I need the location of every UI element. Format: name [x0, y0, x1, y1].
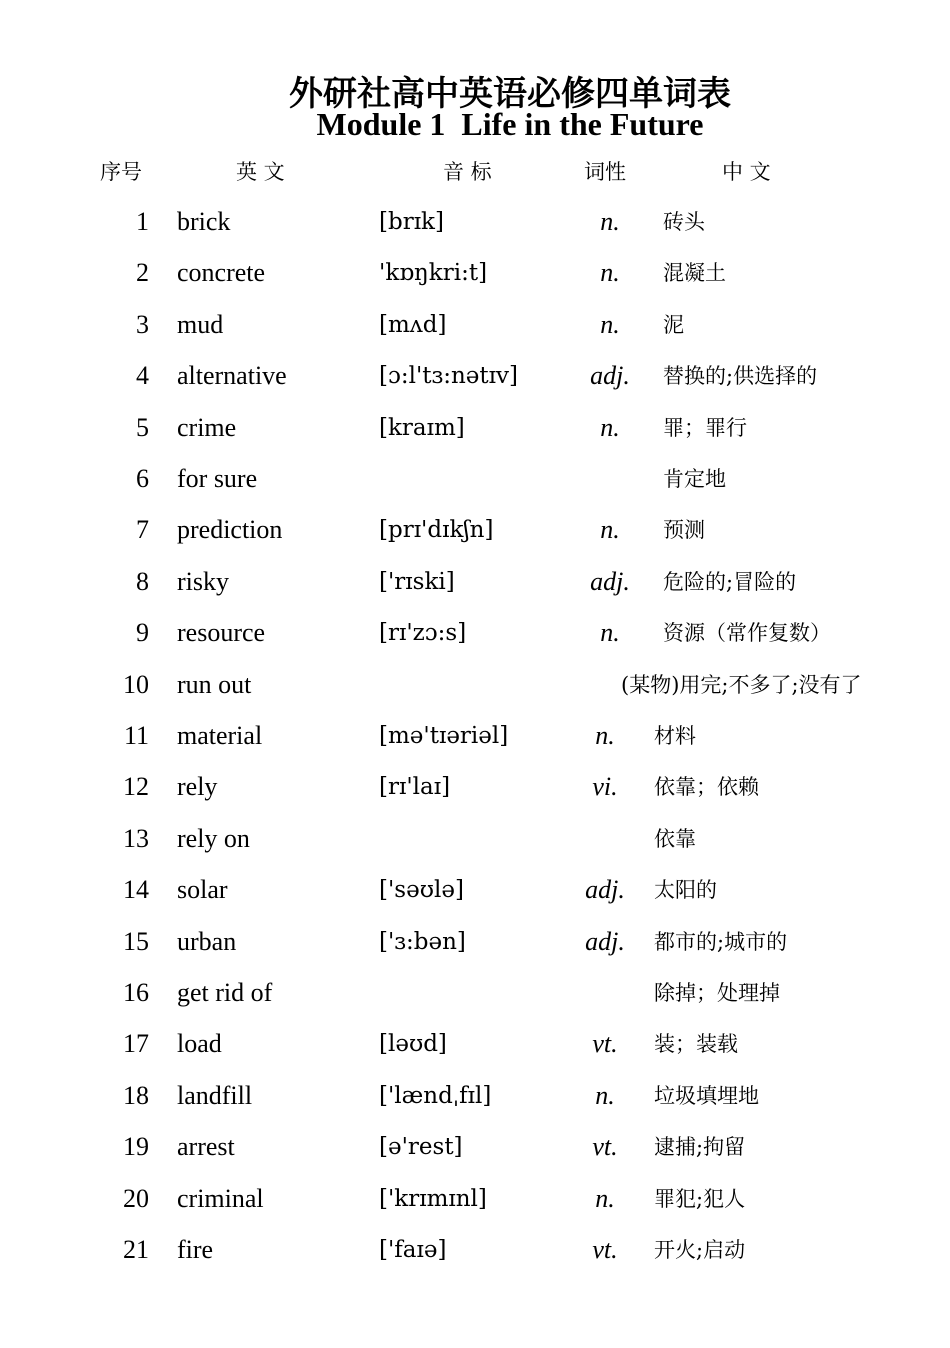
- phonetic-transcription: [brɪk]: [379, 209, 444, 235]
- vocab-row: [0, 1024, 950, 1064]
- entry-number: 15: [123, 926, 149, 956]
- vocab-row: [0, 202, 950, 242]
- english-word: mud: [177, 309, 224, 339]
- english-word: resource: [177, 618, 266, 648]
- entry-number: 1: [136, 207, 149, 236]
- module-subtitle: Module 1 Life in the Future: [316, 106, 704, 142]
- vocab-row: [0, 356, 950, 396]
- vocab-row: [0, 973, 950, 1013]
- phonetic-transcription: [mʌd]: [379, 311, 447, 338]
- vocab-row: [0, 1076, 950, 1116]
- chinese-meaning: 砖头: [663, 210, 705, 234]
- vocab-row: [0, 665, 950, 705]
- phonetic-transcription: ['rɪski]: [379, 568, 455, 595]
- chinese-meaning: 罪犯;犯人: [654, 1186, 746, 1211]
- entry-number: 17: [123, 1029, 149, 1059]
- vocab-row: [0, 716, 950, 756]
- phonetic-transcription: [ɔ:l'tɜ:nətɪv]: [379, 363, 518, 390]
- part-of-speech-text: n.: [600, 618, 620, 648]
- vocab-row: [0, 1230, 950, 1270]
- chinese-meaning: 都市的;城市的: [654, 929, 788, 954]
- part-of-speech-text: n.: [600, 258, 620, 288]
- english-word: brick: [177, 207, 231, 236]
- part-of-speech-text: adj.: [590, 361, 630, 391]
- phonetic-transcription: [prɪ'dɪkʃn]: [379, 517, 494, 544]
- vocab-row: [0, 459, 950, 499]
- vocab-row: [0, 305, 950, 345]
- entry-number: 20: [123, 1183, 149, 1213]
- phonetic-transcription: [rɪ'laɪ]: [379, 774, 451, 801]
- header-num: 序号: [100, 160, 142, 184]
- part-of-speech-text: n.: [600, 412, 620, 442]
- part-of-speech-text: vt.: [592, 1029, 618, 1059]
- entry-number: 2: [136, 258, 149, 288]
- entry-number: 6: [136, 464, 149, 493]
- entry-number: 12: [123, 772, 149, 802]
- phonetic-transcription: ['lændˌfɪl]: [379, 1082, 492, 1109]
- vocab-row: [0, 870, 950, 910]
- chinese-meaning: 泥: [663, 312, 684, 337]
- page-title: 外研社高中英语必修四单词表: [289, 74, 731, 114]
- chinese-meaning: 垃圾填埋地: [654, 1083, 759, 1108]
- part-of-speech-text: n.: [595, 1080, 615, 1110]
- english-word: rely on: [177, 823, 250, 853]
- part-of-speech-text: adj.: [585, 875, 625, 905]
- english-word: rely: [177, 772, 218, 802]
- chinese-meaning: 危险的;冒险的: [663, 569, 797, 594]
- chinese-meaning: (某物)用完;不多了;没有了: [621, 672, 862, 697]
- part-of-speech-text: n.: [600, 207, 620, 236]
- english-word: urban: [177, 926, 237, 956]
- english-word: get rid of: [177, 978, 273, 1007]
- phonetic-transcription: [ləʊd]: [379, 1031, 447, 1058]
- english-word: fire: [177, 1235, 214, 1264]
- entry-number: 3: [136, 309, 149, 339]
- english-word: crime: [177, 412, 237, 442]
- entry-number: 4: [136, 361, 149, 391]
- entry-number: 14: [123, 875, 149, 905]
- english-word: material: [177, 721, 263, 750]
- part-of-speech-text: n.: [595, 1183, 615, 1213]
- phonetic-transcription: [rɪ'zɔ:s]: [379, 620, 467, 647]
- english-word: solar: [177, 875, 228, 905]
- chinese-meaning: 罪；罪行: [663, 415, 747, 440]
- part-of-speech-text: n.: [600, 309, 620, 339]
- phonetic-transcription: 'kɒŋkri:t]: [379, 260, 488, 287]
- vocab-row: [0, 767, 950, 807]
- entry-number: 10: [123, 669, 149, 699]
- vocab-row: [0, 1179, 950, 1219]
- chinese-meaning: 太阳的: [654, 878, 717, 903]
- vocab-row: [0, 819, 950, 859]
- entry-number: 19: [123, 1132, 149, 1162]
- chinese-meaning: 开火;启动: [654, 1238, 746, 1262]
- vocab-row: [0, 922, 950, 962]
- header-chinese: 中 文: [722, 160, 771, 184]
- part-of-speech-text: adj.: [590, 566, 630, 596]
- english-word: run out: [177, 669, 252, 699]
- entry-number: 9: [136, 618, 149, 648]
- entry-number: 5: [136, 412, 149, 442]
- phonetic-transcription: ['faɪə]: [379, 1237, 447, 1263]
- english-word: risky: [177, 566, 229, 596]
- chinese-meaning: 装；装载: [654, 1032, 738, 1057]
- phonetic-transcription: [mə'tɪəriəl]: [379, 723, 509, 749]
- vocab-row: [0, 253, 950, 293]
- part-of-speech-text: adj.: [585, 926, 625, 956]
- chinese-meaning: 预测: [663, 518, 705, 543]
- phonetic-transcription: ['krɪmɪnl]: [379, 1185, 487, 1212]
- chinese-meaning: 依靠；依赖: [654, 775, 759, 800]
- chinese-meaning: 混凝土: [663, 261, 726, 286]
- vocab-row: [0, 562, 950, 602]
- entry-number: 8: [136, 566, 149, 596]
- phonetic-transcription: ['ɜ:bən]: [379, 928, 466, 955]
- chinese-meaning: 除掉；处理掉: [654, 981, 780, 1005]
- chinese-meaning: 逮捕;拘留: [654, 1135, 746, 1160]
- vocab-row: [0, 408, 950, 448]
- english-word: arrest: [177, 1132, 235, 1162]
- chinese-meaning: 替换的;供选择的: [663, 364, 818, 389]
- vocab-row: [0, 1127, 950, 1167]
- part-of-speech-text: n.: [595, 721, 615, 750]
- english-word: load: [177, 1029, 222, 1059]
- english-word: for sure: [177, 464, 258, 493]
- entry-number: 21: [123, 1235, 149, 1264]
- part-of-speech-text: n.: [600, 515, 620, 545]
- english-word: criminal: [177, 1183, 264, 1213]
- header-phonetic: 音 标: [443, 160, 492, 184]
- vocab-row: [0, 510, 950, 550]
- chinese-meaning: 依靠: [654, 826, 696, 851]
- phonetic-transcription: [kraɪm]: [379, 414, 465, 441]
- phonetic-transcription: [ə'rest]: [379, 1134, 463, 1161]
- chinese-meaning: 肯定地: [663, 467, 726, 491]
- entry-number: 18: [123, 1080, 149, 1110]
- part-of-speech-text: vt.: [592, 1132, 618, 1162]
- header-english: 英 文: [236, 160, 285, 184]
- vocab-row: [0, 613, 950, 653]
- english-word: alternative: [177, 361, 287, 391]
- chinese-meaning: 资源（常作复数）: [663, 621, 831, 646]
- english-word: landfill: [177, 1080, 253, 1110]
- phonetic-transcription: ['səʊlə]: [379, 877, 464, 904]
- part-of-speech-text: vi.: [592, 772, 618, 802]
- part-of-speech-text: vt.: [592, 1235, 618, 1264]
- entry-number: 7: [136, 515, 149, 545]
- entry-number: 16: [123, 978, 149, 1007]
- english-word: concrete: [177, 258, 266, 288]
- header-pos: 词性: [584, 160, 626, 184]
- chinese-meaning: 材料: [654, 724, 696, 748]
- entry-number: 13: [123, 823, 149, 853]
- entry-number: 11: [123, 721, 149, 750]
- english-word: prediction: [177, 515, 283, 545]
